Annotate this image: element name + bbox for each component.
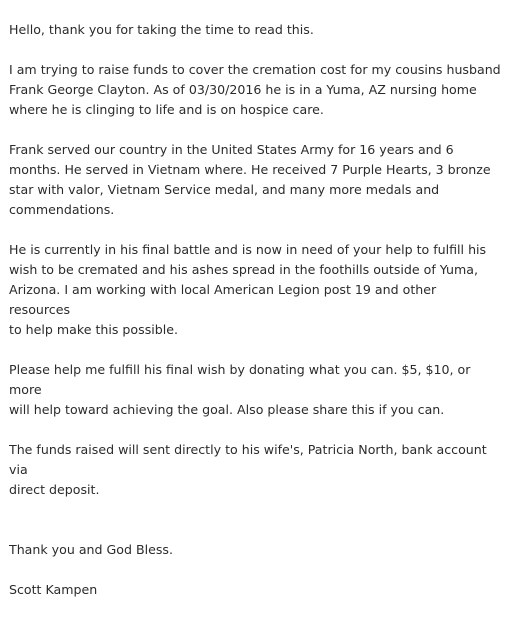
author-name: Scott Kampen [9,582,98,597]
donation-request-paragraph: Please help me fulfill his final wish by donating what you can. $5, $10, or more will help toward achieving the goal. Also please share this if you can. [9,362,471,417]
final-wish-paragraph: He is currently in his final battle and is now in need of your help to fulfill his wish to be cremated and his ashes spread in the foothills outside of Yuma, Arizona. I am working with local American Legion post 19 and other resources to help make this possible. [9,242,487,337]
funds-destination-paragraph: The funds raised will sent directly to his wife's, Patricia North, bank account via direct deposit. [9,442,487,497]
sign-off [9,520,501,620]
campaign-story [9,20,501,620]
closing-line: Thank you and God Bless. [9,542,173,557]
fundraiser-purpose-paragraph: I am trying to raise funds to cover the cremation cost for my cousins husband Frank George Clayton. As of 03/30/2016 he is in a Yuma, AZ nursing home where he is clinging to life and is on hospice care. [9,62,501,117]
greeting-paragraph: Hello, thank you for taking the time to read this. [9,22,314,37]
military-service-paragraph: Frank served our country in the United States Army for 16 years and 6 months. He served in Vietnam where. He received 7 Purple Hearts, 3 bronze star with valor, Vietnam Service medal, and many more medals and commendations. [9,142,491,217]
